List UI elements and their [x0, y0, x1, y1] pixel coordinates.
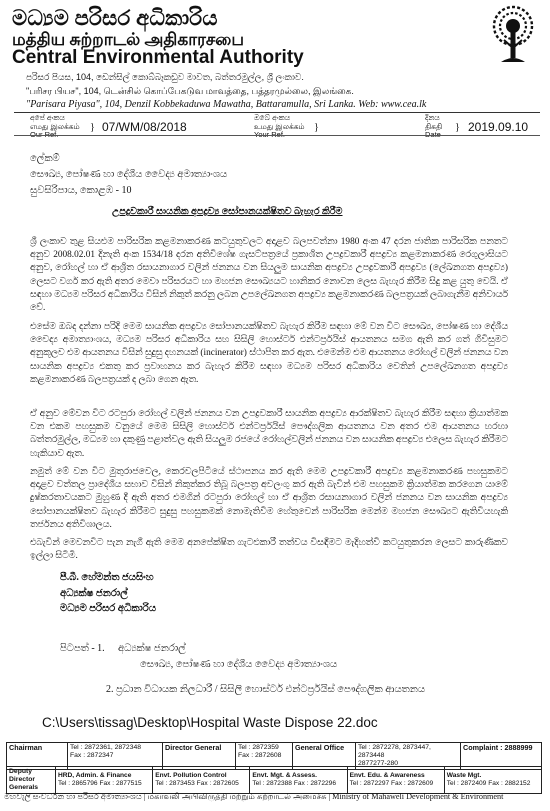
copies-label: පිටපත් - 1.: [60, 643, 105, 654]
contact-numbers: Tel : 2872359 Fax : 2872608: [236, 743, 293, 770]
contact-label: Deputy Director Generals: [7, 767, 56, 794]
address-sinhala: පරිසර පියස, 104, ඩෙන්සිල් කොබ්බෑකඩුව මාවත, බත්තරමුල්ල, ශ්‍රී ලංකාව.: [26, 72, 304, 82]
reference-divider: [14, 135, 540, 136]
body-paragraph: එබැවින් මෙවනවිට පැන නැගී ඇති මෙම අනපේක්ෂිත ගැටළුකාරී තත්වය විසඳීමට මැදිහත්වී කටයුතුකරන ලෙසට කාරුණිකව ඉල්ලා සිටිමි.: [30, 538, 508, 562]
addressee-line-3: සුවසිරිපාය, කොළඹ - 10: [30, 185, 132, 196]
signatory-name: පී.බී. හේමන්ත ජයසිංහ: [60, 572, 154, 583]
contact-cell: Waste Mgt. Tel : 2872409 Fax : 2882152: [444, 767, 541, 794]
copy-recipient-1-ministry: සෞඛ්‍ය, පෝෂණ හා දේශීය වෛද්‍ය අමාත්‍යාංශය: [140, 659, 338, 670]
contact-cell: Envt. Edu. & Awareness Tel : 2872297 Fax : 2872609: [347, 767, 444, 794]
copy-recipient-1: අධ්‍යක්ෂ ජනරාල්: [118, 643, 186, 654]
ministry-line: මහවැලි සංවර්ධන හා පරිසර අමාත්‍යාංශය | மகாவலி அபிவிருத்தி மற்றும் சுற்றாடல் அமைச்சு | Ministry of Mahaweli Development & Environment: [4, 792, 504, 801]
ref-colon: }: [90, 122, 95, 133]
org-name-sinhala: මධ්‍යම පරිසර අධිකාරිය: [12, 6, 218, 30]
org-name-english: Central Environmental Authority: [12, 47, 304, 68]
contact-label: Chairman: [7, 743, 68, 770]
addressee-line-2: සෞඛ්‍ය, පෝෂණ හා දේශීය වෛද්‍ය අමාත්‍යාංශය: [30, 169, 228, 180]
contact-row: [7, 767, 542, 794]
contact-numbers: Tel : 2872361, 2872348 Fax : 2872347: [68, 743, 163, 770]
ref-colon: }: [455, 122, 460, 133]
file-path: C:\Users\tissag\Desktop\Hospital Waste Dispose 22.doc: [42, 715, 378, 730]
contact-table-row2: [6, 766, 542, 794]
contact-cell: HRD, Admin. & Finance Tel : 2865796 Fax : 2877515: [56, 767, 153, 794]
body-paragraph: ශ්‍රී ලංකාව තුළ සියළුම පාරිසරික කළමනාකරණ කටයුතුවලට අදාළව බලපවත්නා 1980 අංක 47 දරන ජාතික පාරිසරික පනතට අනුව 2008.02.01 දිනැති අංක 1534/18 දරන අතිවිශේෂ ගැසට්පත්‍රයේ ප්‍රකාශිත උපද්‍රවකාරී අපද්‍රව්‍ය කළමනාකරණ රෙගුලාසියට අනුව, රෝහල් හා ඒ ආශ්‍රිත රසායනාගාර වලින් ජනනය වන සියලුම සායනික අපද්‍රව්‍ය උපද්‍රවකාරී අපද්‍රව්‍ය (ලේඛනගත අපද්‍රව්‍ය) ලෙසට වර්ග කර ඇති අතර මෙවා පරිසරයට හා මහජන සෞඛ්‍යයට හානිකර නොවන ලෙස බැහැර කිරීම සිදු කළ යුතු වෙයි. ඒ සඳහා මධ්‍යම පරිසර අධිකාරිය විසින් නිකුත් කරනු ලබන උපලේඛනගත අපද්‍රව්‍ය කළමනාකරණ බලපත්‍රයක් ලබාගැනීම අනිවාර්ය වේ.: [30, 237, 508, 314]
address-tamil: "பரிசர பியச", 104, டென்சில் கொப்பேகடுவ மாவத்தை, பத்தரமுல்லை, இலங்கை.: [26, 86, 354, 96]
contact-numbers: Tel : 2872278, 2873447, 2873448 2877277-280: [356, 743, 461, 770]
signatory-title: අධ්‍යක්ෂ ජනරාල්: [60, 588, 128, 599]
address-english: "Parisara Piyasa", 104, Denzil Kobbekaduwa Mawatha, Battaramulla, Sri Lanka. Web: www.cea.lk: [26, 99, 427, 110]
copy-recipient-2: 2. ප්‍රධාන විධායක නිලධාරී / සිසිලි හොස්ටර් එන්ටර්ප්‍රයිස් පෞද්ගලික ආයතනය: [106, 684, 426, 695]
date-label: දිනය திகதி: [425, 113, 443, 131]
org-name-tamil: மத்திய சுற்றாடல் அதிகாரசபை: [12, 30, 245, 49]
complaint-line: Complaint : 2888999: [461, 743, 542, 770]
your-ref-label: ඔබේ අංකය உமது இலக்கம்: [254, 113, 305, 131]
addressee-line-1: ලේකම්: [30, 153, 60, 164]
contact-label: General Office: [293, 743, 356, 770]
cea-tree-logo: [487, 4, 539, 66]
our-ref-label: අපේ අංකය எமது இலக்கம்: [30, 113, 80, 131]
body-paragraph: ඒ අනුව මේවන විට රටපුරා රෝහල් වලින් ජනනය වන උපද්‍රවකාරී සායනික අපද්‍රව්‍ය ආරක්ෂිතව බැහැර කිරීම සඳහා ක්‍රියාත්මක වන එකම පහසුකම වනුයේ මෙම සිසිලි හොස්ටර් එන්ටර්ප්‍රයිස් පෞද්ගලික ආයතනය වන අතර එම ආයතනය හරහා බත්තරමුල්ල, මධ්‍යම හා දකුණු පළාත්වල ඇති සියලුම රජයේ රෝහල්වලින් ජනනය වන සායනික අපද්‍රව්‍ය එලෙස බැහැර කිරීමට හැකියාව ඇත.: [30, 409, 508, 459]
body-paragraph: එසේම ඔබද දන්නා පරිදි මෙම සායනික අපද්‍රව්‍ය සෝපානයක්ෂිතව බැහැර කිරීම සඳහා මේ වන විට සෞඛ්‍ය, පෝෂණ හා දේශීය වෛද්‍ය අමාත්‍යාංශය, මධ්‍යම පරිසර අධිකාරිය සහ සිසිලි හොස්ටර් එන්ටර්ප්‍රයිස් ආයතනය සමග ඇති කර ගත් ගිවිසුමට අනුකූලව එම ආයතනය විසින් සුදුසු දහනයක් (incinerator) ස්ථාපිත කර ඇත. එමෙන්ම එම ආයතනය රෝහල් වලින් ජනනය වන සායනික අපද්‍රව්‍ය එකතු කර ප්‍රවාහනය කර බැහැර කිරීම සඳහා මධ්‍යම පරිසර අධිකාරිය වෙතින් උපලේඛනගත අපද්‍රව්‍ය කළමනාකරණ බලපත්‍රයක් ද ලබා ගෙන ඇත.: [30, 322, 508, 385]
our-ref-value: 07/WM/08/2018: [102, 120, 187, 134]
date-value: 2019.09.10: [468, 120, 529, 134]
body-paragraph: නමුත් මේ වන විට මුතුරාජවෙල, කෙරවලපිටියේ ස්ථාපනය කර ඇති මෙම උපද්‍රවකාරී අපද්‍රව්‍ය කළමනාකරණ පහසුකමට අදාළව වත්තල ප්‍රාදේශීය සභාව විසින් නිකුත්කර තිබූ බලපත්‍ර අවලංගු කර ඇති බැවින් එම පහසුකම ක්‍රියාත්මක කරගෙන යාමේ දුෂ්කරතාවයකට මුහුණ දී ඇති අතර එමගින් රටපුරා රෝහල් හා ඒ ආශ්‍රිත රසායනාගාර වලින් ජනනය වන සායනික අපද්‍රව්‍ය සෝපානයක්ෂිතව බැහැර කිරීමට සුදුසු පහසුකමක් නොමැතිවීම හේතුවෙන් පාරිසරික මෙන්ම මහජන සෞඛ්‍යට ඇතිවියහැකි තර්ජනය අතිවිශාලය.: [30, 467, 508, 530]
contact-label: Director General: [163, 743, 236, 770]
contact-cell: Envt. Mgt. & Assess. Tel : 2872388 Fax : 2872296: [250, 767, 347, 794]
signatory-organisation: මධ්‍යම පරිසර අධිකාරිය: [60, 603, 157, 614]
letter-subject: උපද්‍රවකාරී සායනික අපද්‍රව්‍ය සෝපානයක්ෂිතව බැහැර කිරීම: [112, 206, 343, 217]
ref-colon: }: [314, 122, 319, 133]
contact-cell: Envt. Pollution Control Tel : 2873453 Fax : 2872605: [153, 767, 250, 794]
